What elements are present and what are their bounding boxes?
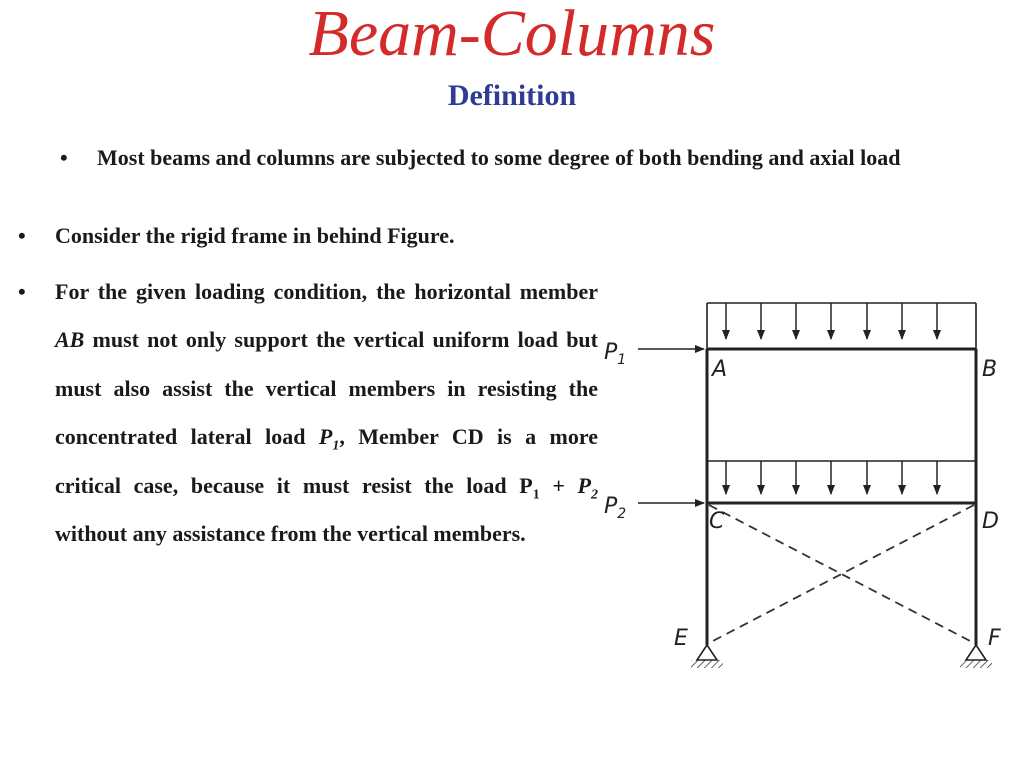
upper-load-arrows	[726, 303, 937, 339]
bullet-3-text: For the given loading condition, the horizontal member	[55, 279, 598, 304]
support-e	[691, 645, 723, 668]
bracing-diagonals	[709, 505, 974, 643]
bullet-3-text: must not only support the vertical uniform load but must also assist the vertical members in resisting the concentrated lateral load	[55, 327, 598, 450]
bullet-marker: •	[18, 279, 26, 304]
bullet-3-text: +	[539, 472, 578, 498]
bullet-3-text: , Member CD is a more critical case, because it must resist the load P	[55, 424, 599, 498]
label-d: D	[982, 509, 999, 534]
label-p2: $P_2$	[604, 494, 627, 522]
lower-load-arrows	[726, 461, 937, 494]
load-p2-symbol: P	[577, 472, 591, 498]
load-p1-subscript: 1	[532, 487, 540, 503]
rigid-frame-figure	[598, 278, 1022, 690]
slide-title: Beam-Columns	[308, 0, 716, 70]
bullet-marker: •	[60, 145, 68, 170]
frame-members	[707, 349, 976, 645]
load-p1-subscript: 1	[332, 438, 340, 454]
label-c: C	[709, 509, 725, 534]
bullet-1: Most beams and columns are subjected to some degree of both bending and axial load	[97, 145, 901, 170]
label-b: B	[982, 357, 998, 382]
label-a: A	[712, 357, 728, 382]
member-ab-symbol: AB	[55, 327, 85, 353]
bullet-3-text: without any assistance from the vertical members.	[55, 521, 526, 547]
bullet-2: Consider the rigid frame in behind Figure.	[55, 223, 455, 248]
bullet-3	[55, 268, 598, 558]
upper-load-band	[707, 303, 976, 349]
label-p1: $P_1$	[604, 340, 627, 368]
label-e: E	[674, 626, 688, 651]
slide-subtitle: Definition	[447, 79, 577, 112]
load-p2-subscript: 2	[591, 487, 598, 503]
load-p-symbol: P	[318, 424, 333, 450]
bullet-marker: •	[18, 223, 26, 248]
label-f: F	[988, 626, 1001, 651]
